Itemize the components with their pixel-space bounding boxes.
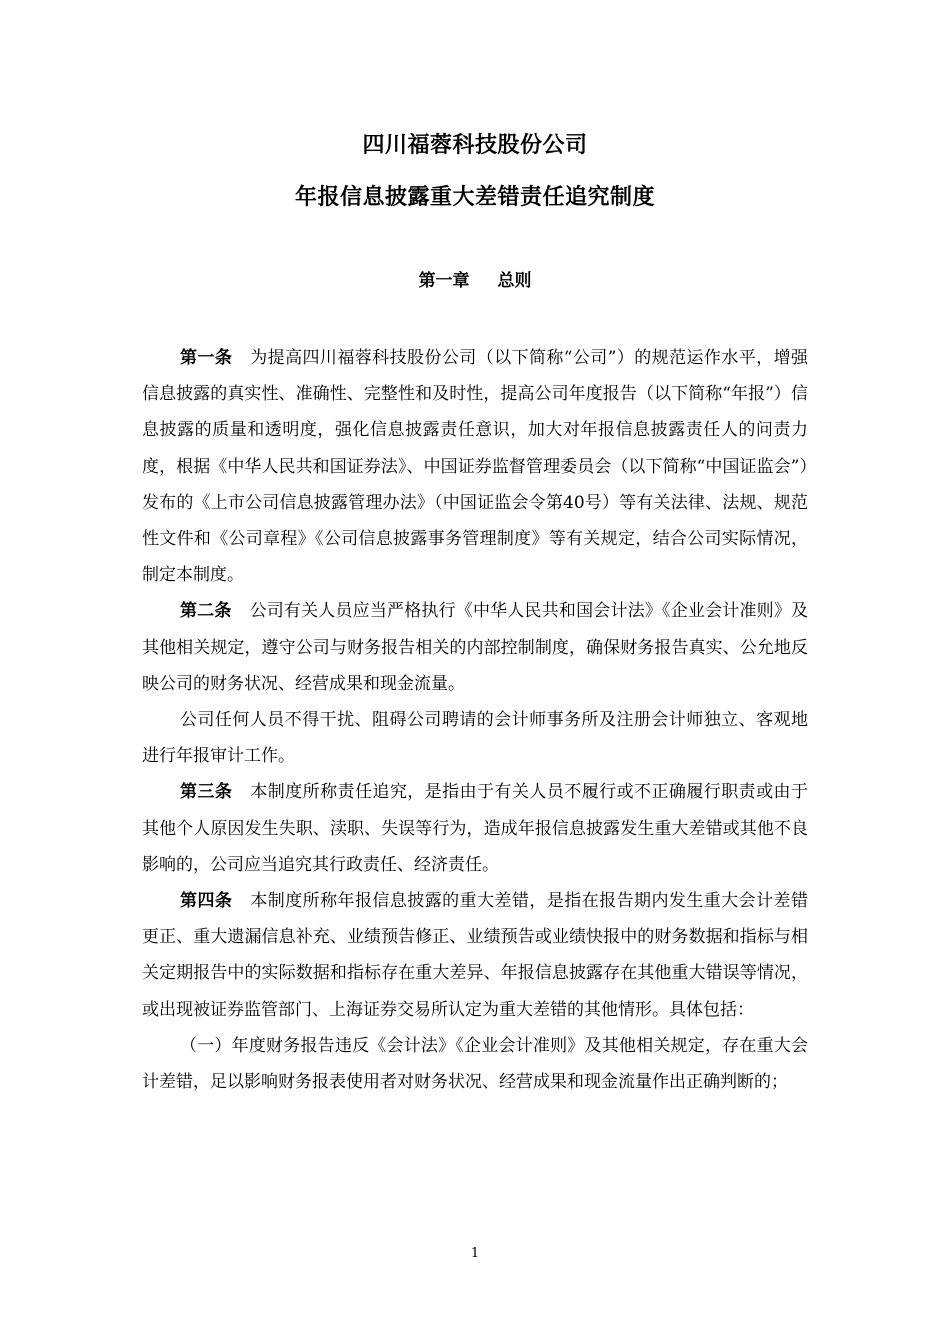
article-2-paragraph-2 [142, 702, 808, 774]
page-number: 1 [470, 1246, 480, 1261]
article-1 [142, 340, 808, 593]
article-text: 公司有关人员应当严格执行《中华人民共和国会计法》《企业会计准则》及其他相关规定，遵守公司与财务报告相关的内部控制制度，确保财务报告真实、公允地反映公司的财务状况、经营成果和现金流量。 [142, 601, 809, 694]
chapter-heading [0, 266, 950, 291]
article-text: 本制度所称责任追究，是指由于有关人员不履行或不正确履行职责或由于其他个人原因发生失职、渎职、失误等行为，造成年报信息披露发生重大差错或其他不良影响的，公司应当追究其行政责任、经济责任。 [142, 782, 809, 875]
company-title: 四川福蓉科技股份公司 [362, 133, 588, 158]
chapter-number: 第一章 [418, 271, 470, 291]
document-title: 年报信息披露重大差错责任追究制度 [294, 185, 655, 210]
article-label: 第三条 [180, 782, 233, 803]
chapter-name: 总则 [497, 271, 532, 291]
article-label: 第一条 [180, 348, 233, 368]
article-3 [142, 774, 808, 883]
article-text: 本制度所称年报信息披露的重大差错，是指在报告期内发生重大会计差错更正、重大遗漏信息补充、业绩预告修正、业绩预告或业绩快报中的财务数据和指标与相关定期报告中的实际数据和指标存在重大差异、年报信息披露存在其他重大错误等情况，或出现被证券监管部门、上海证券交易所认定为重大差错的其他情形。具体包括： [142, 891, 809, 1020]
list-item-text: （一）年度财务报告违反《会计法》《企业会计准则》及其他相关规定，存在重大会计差错，足以影响财务报表使用者对财务状况、经营成果和现金流量作出正确判断的； [142, 1035, 808, 1093]
paragraph-text: 公司任何人员不得干扰、阻碍公司聘请的会计师事务所及注册会计师独立、客观地进行年报审计工作。 [142, 710, 808, 767]
article-4-item-1 [142, 1028, 808, 1100]
article-4 [142, 883, 808, 1028]
article-text: 为提高四川福蓉科技股份公司（以下简称“公司”）的规范运作水平，增强信息披露的真实性、准确性、完整性和及时性，提高公司年度报告（以下简称“年报”）信息披露的质量和透明度，强化信息披露责任意识，加大对年报信息披露责任人的问责力度，根据《中华人民共和国证券法》、中国证券监督管理委员会（以下简称“中国证监会”）发布的《上市公司信息披露管理办法》（中国证监会令第40号）等有关法律、法规、规范性文件和《公司章程》《公司信息披露事务管理制度》等有关规定，结合公司实际情况，制定本制度。 [142, 348, 809, 586]
article-label: 第四条 [180, 891, 233, 912]
document-body [142, 340, 808, 1100]
article-2 [142, 593, 808, 702]
article-label: 第二条 [180, 601, 232, 622]
